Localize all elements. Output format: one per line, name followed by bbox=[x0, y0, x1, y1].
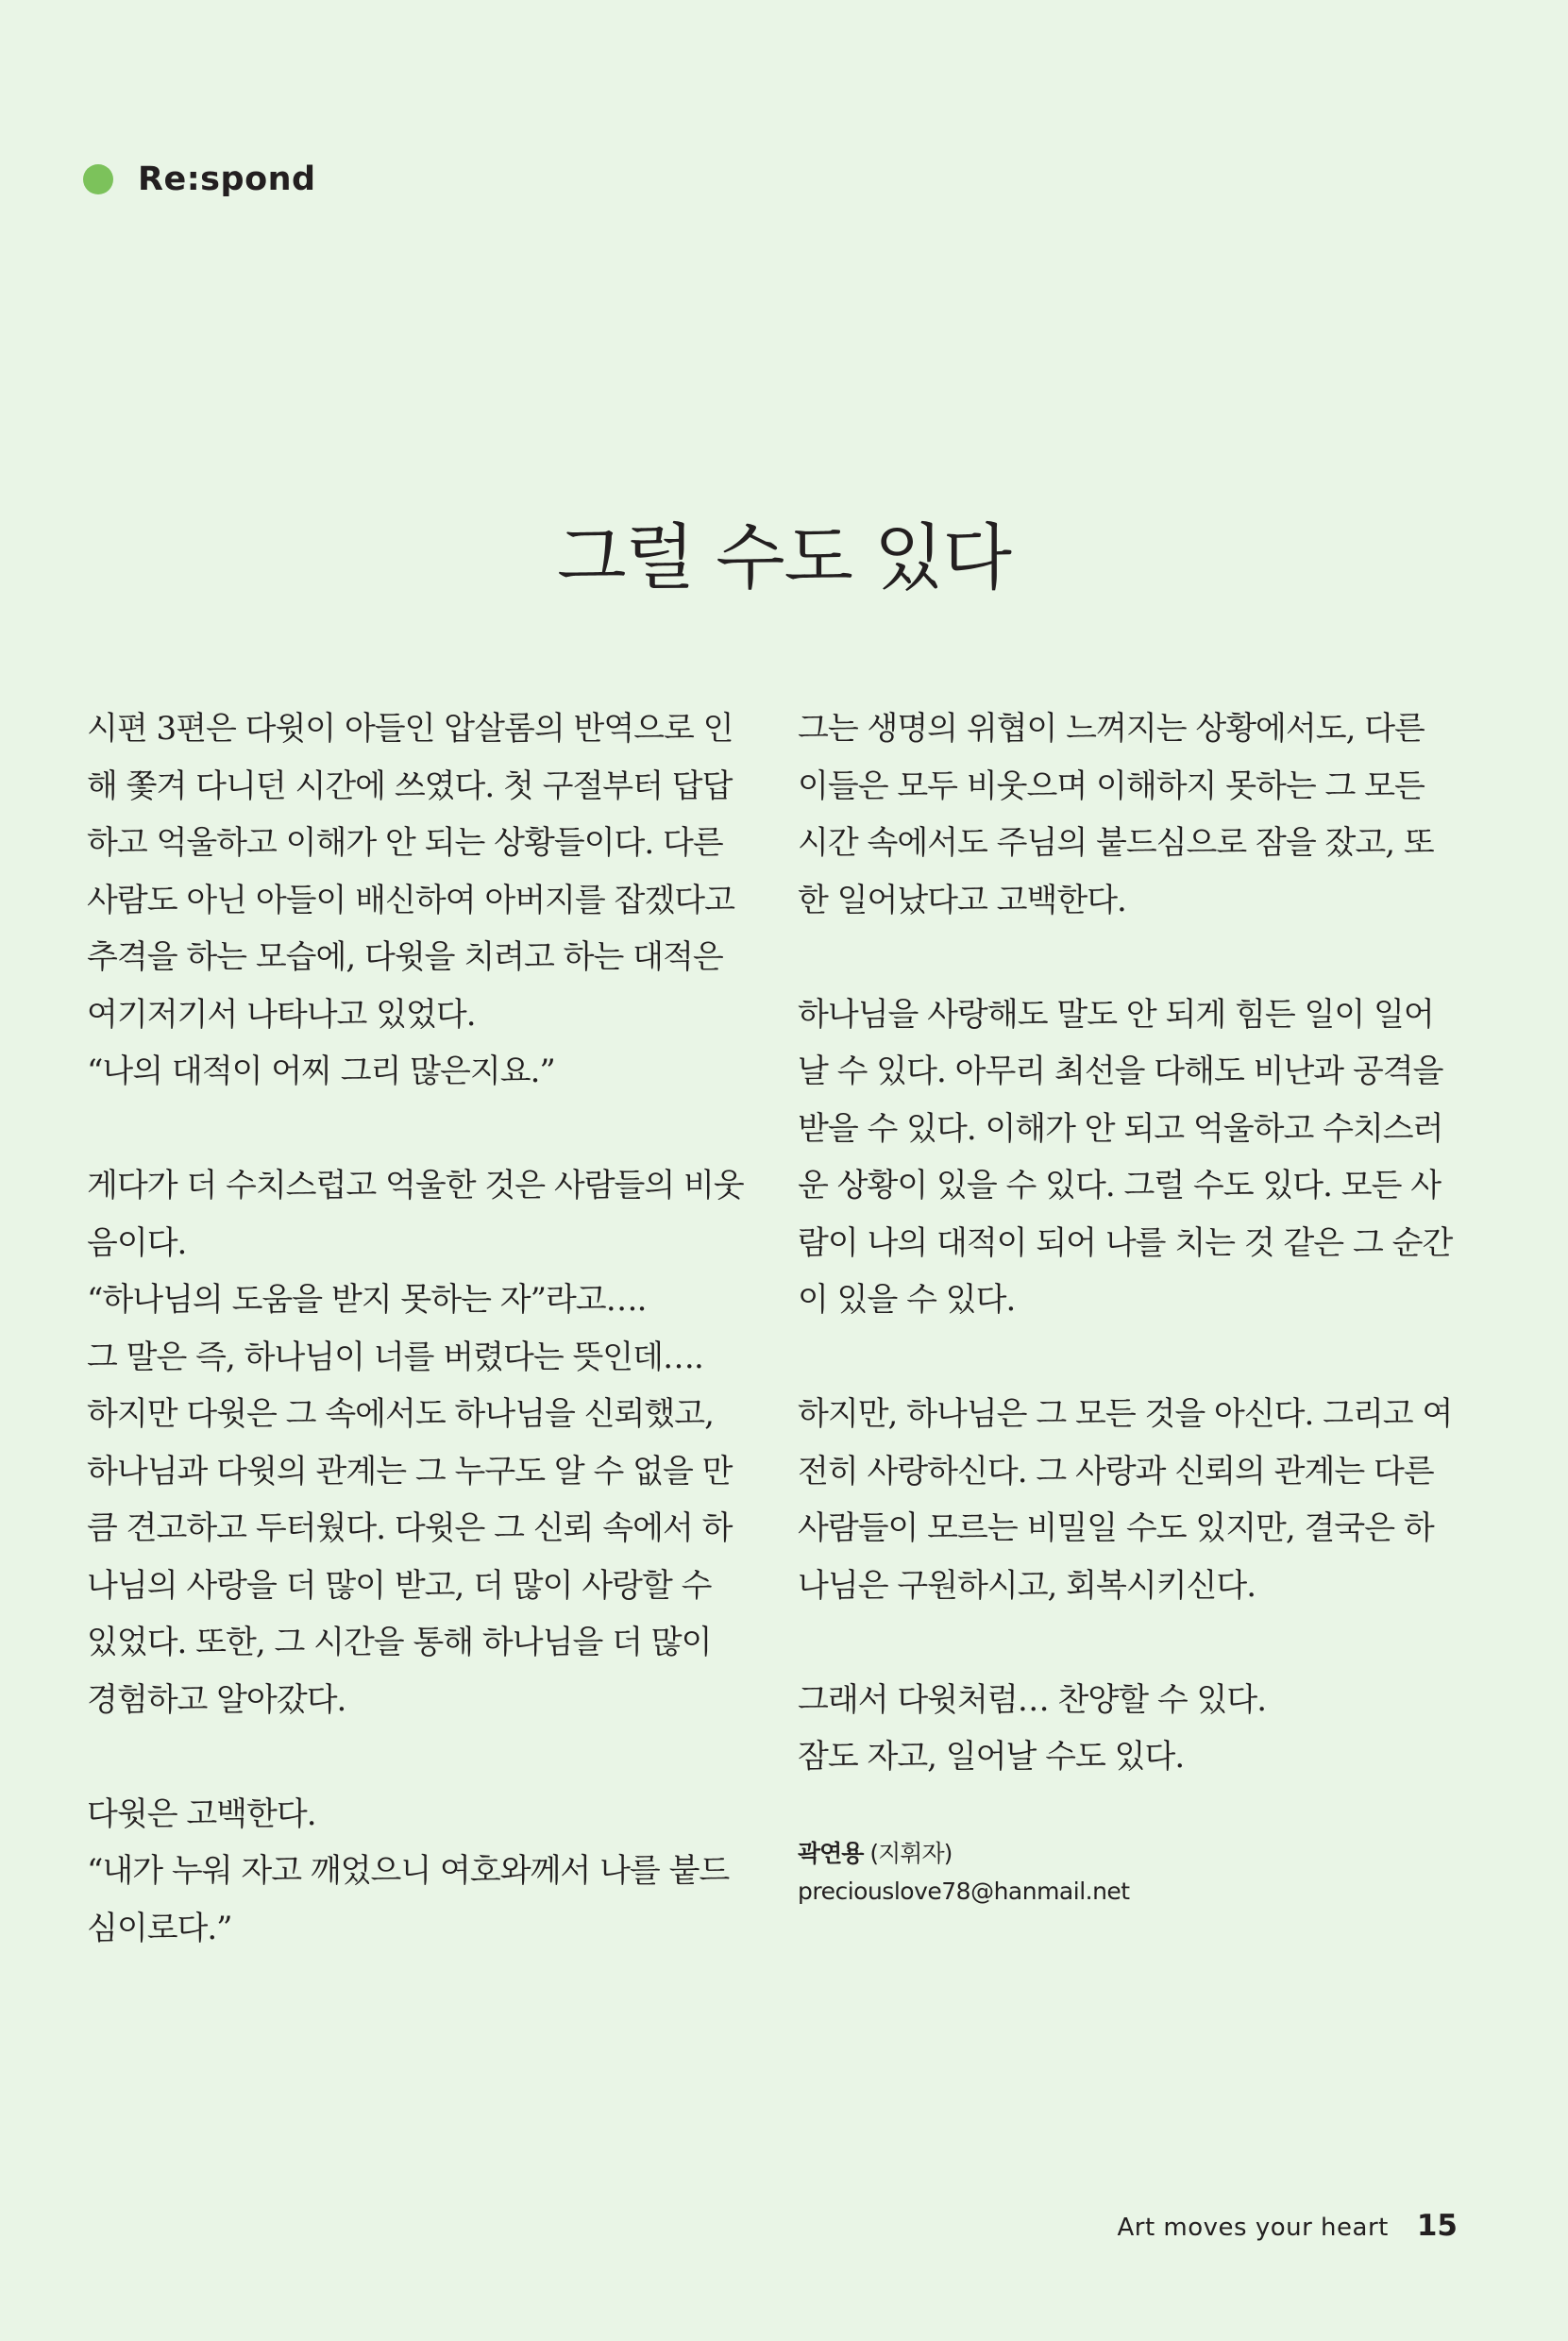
text-line: 잠도 자고, 일어날 수도 있다. bbox=[798, 1738, 1185, 1776]
text-line: 다윗은 고백한다. bbox=[87, 1794, 316, 1833]
text-line: 큼 견고하고 두터웠다. 다윗은 그 신뢰 속에서 하 bbox=[87, 1509, 733, 1547]
text-line: 게다가 더 수치스럽고 억울한 것은 사람들의 비웃 bbox=[87, 1167, 744, 1204]
text-line: 전히 사랑하신다. 그 사랑과 신뢰의 관계는 다른 bbox=[798, 1452, 1434, 1490]
paragraph bbox=[798, 1672, 1458, 1786]
text-line: “내가 누워 자고 깨었으니 여호와께서 나를 붙드 bbox=[87, 1852, 730, 1890]
text-line: 날 수 있다. 아무리 최선을 다해도 비난과 공격을 bbox=[798, 1053, 1443, 1090]
footer bbox=[1117, 2209, 1458, 2243]
text-line: 하고 억울하고 이해가 안 되는 상황들이다. 다른 bbox=[87, 824, 723, 862]
text-line: 여기저기서 나타나고 있었다. bbox=[87, 995, 476, 1034]
author-name: 곽연용 bbox=[798, 1840, 864, 1867]
text-line: 심이로다.” bbox=[87, 1909, 232, 1947]
text-line: 운 상황이 있을 수 있다. 그럴 수도 있다. 모든 사 bbox=[798, 1167, 1442, 1204]
text-line: 람이 나의 대적이 되어 나를 치는 것 같은 그 순간 bbox=[798, 1223, 1453, 1262]
text-line: 해 쫓겨 다니던 시간에 쓰였다. 첫 구절부터 답답 bbox=[87, 766, 733, 805]
text-line: 사람도 아닌 아들이 배신하여 아버지를 잡겠다고 bbox=[87, 881, 734, 919]
page-title: 그럴 수도 있다 bbox=[557, 515, 1011, 599]
text-line: 나님의 사랑을 더 많이 받고, 더 많이 사랑할 수 bbox=[87, 1566, 712, 1605]
paragraph bbox=[798, 1386, 1458, 1614]
section-dot-icon bbox=[83, 164, 113, 194]
paragraph bbox=[798, 700, 1458, 929]
text-line: 그래서 다윗처럼… 찬양할 수 있다. bbox=[798, 1680, 1267, 1719]
text-line: 받을 수 있다. 이해가 안 되고 억울하고 수치스러 bbox=[798, 1109, 1443, 1148]
text-line: 하나님을 사랑해도 말도 안 되게 힘든 일이 일어 bbox=[798, 995, 1434, 1034]
author-email: preciouslove78@hanmail.net bbox=[798, 1878, 1130, 1905]
left-column bbox=[87, 700, 748, 2014]
paragraph bbox=[87, 1786, 748, 1958]
text-line: 그는 생명의 위협이 느껴지는 상황에서도, 다른 bbox=[798, 710, 1425, 748]
text-line: “나의 대적이 어찌 그리 많은지요.” bbox=[87, 1053, 555, 1090]
author-line bbox=[798, 1835, 1458, 1873]
text-line: 하지만 다윗은 그 속에서도 하나님을 신뢰했고, bbox=[87, 1395, 714, 1433]
text-line: 시편 3편은 다윗이 아들인 압살롬의 반역으로 인 bbox=[87, 710, 733, 748]
text-line: 경험하고 알아갔다. bbox=[87, 1680, 346, 1719]
text-line: 있었다. 또한, 그 시간을 통해 하나님을 더 많이 bbox=[87, 1624, 712, 1661]
author-block bbox=[798, 1835, 1458, 1911]
text-line: 이들은 모두 비웃으며 이해하지 못하는 그 모든 bbox=[798, 766, 1425, 805]
section-tag bbox=[83, 160, 316, 198]
text-line: “하나님의 도움을 받지 못하는 자”라고…. bbox=[87, 1281, 647, 1319]
paragraph bbox=[87, 1157, 748, 1728]
text-line: 음이다. bbox=[87, 1223, 187, 1262]
section-label: Re:spond bbox=[138, 160, 316, 198]
page-number: 15 bbox=[1416, 2209, 1458, 2243]
text-line: 그 말은 즉, 하나님이 너를 버렸다는 뜻인데…. bbox=[87, 1338, 703, 1376]
author-role: (지휘자) bbox=[869, 1840, 953, 1867]
text-line: 시간 속에서도 주님의 붙드심으로 잠을 잤고, 또 bbox=[798, 824, 1434, 862]
text-line: 나님은 구원하시고, 회복시키신다. bbox=[798, 1566, 1256, 1605]
right-column bbox=[798, 700, 1458, 1911]
paragraph bbox=[798, 986, 1458, 1329]
text-line: 한 일어났다고 고백한다. bbox=[798, 881, 1126, 919]
text-line: 추격을 하는 모습에, 다윗을 치려고 하는 대적은 bbox=[87, 938, 723, 976]
paragraph bbox=[87, 700, 748, 1101]
text-line: 사람들이 모르는 비밀일 수도 있지만, 결국은 하 bbox=[798, 1509, 1434, 1547]
text-line: 하나님과 다윗의 관계는 그 누구도 알 수 없을 만 bbox=[87, 1452, 733, 1490]
footer-tagline: Art moves your heart bbox=[1117, 2214, 1389, 2242]
text-line: 하지만, 하나님은 그 모든 것을 아신다. 그리고 여 bbox=[798, 1395, 1453, 1433]
text-line: 이 있을 수 있다. bbox=[798, 1281, 1016, 1319]
